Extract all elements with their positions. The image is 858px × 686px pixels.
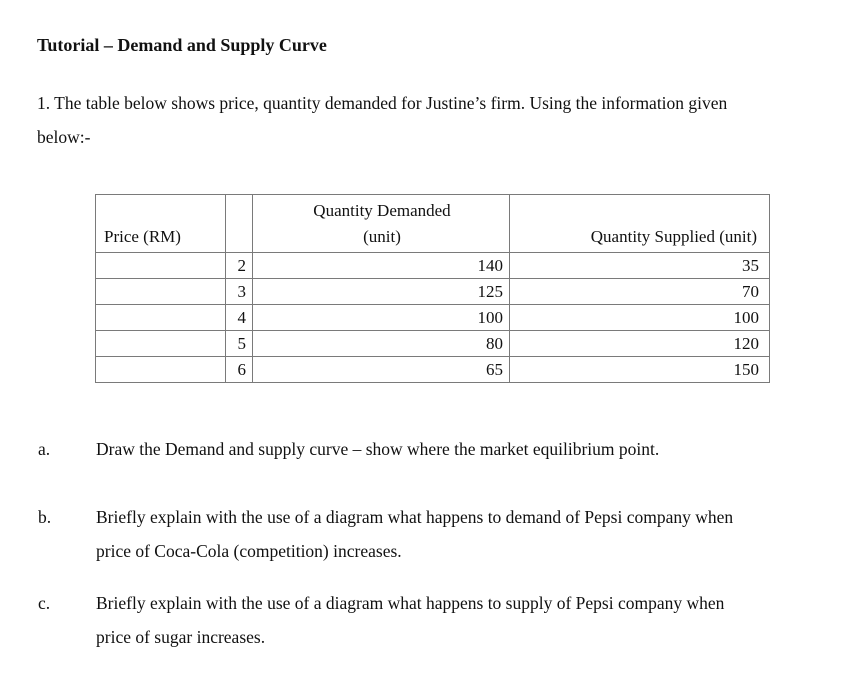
row-spacer bbox=[96, 305, 226, 331]
question-c-line-1: Briefly explain with the use of a diagram what happens to supply of Pepsi company when bbox=[96, 593, 725, 613]
document-title: Tutorial – Demand and Supply Curve bbox=[37, 35, 327, 55]
table-row bbox=[96, 305, 770, 331]
header-price: Price (RM) bbox=[96, 195, 226, 253]
table-row bbox=[96, 331, 770, 357]
table-header-row bbox=[96, 195, 770, 253]
intro-paragraph bbox=[37, 86, 837, 154]
question-b-line-1: Briefly explain with the use of a diagram what happens to demand of Pepsi company when bbox=[96, 507, 734, 527]
demanded-cell: 65 bbox=[253, 357, 510, 383]
header-blank bbox=[226, 195, 253, 253]
question-b-letter: b. bbox=[38, 507, 52, 527]
price-quantity-table bbox=[95, 194, 770, 383]
demanded-cell: 80 bbox=[253, 331, 510, 357]
supplied-cell: 150 bbox=[510, 357, 770, 383]
question-b-text bbox=[96, 500, 836, 568]
row-spacer bbox=[96, 253, 226, 279]
table-row bbox=[96, 357, 770, 383]
header-quantity-supplied: Quantity Supplied (unit) bbox=[510, 195, 770, 253]
question-c-letter: c. bbox=[38, 593, 51, 613]
question-a-letter: a. bbox=[38, 439, 51, 459]
supplied-cell: 35 bbox=[510, 253, 770, 279]
row-spacer bbox=[96, 331, 226, 357]
header-demanded-line-2: (unit) bbox=[363, 226, 401, 246]
demanded-cell: 125 bbox=[253, 279, 510, 305]
price-cell: 3 bbox=[226, 279, 253, 305]
supplied-cell: 100 bbox=[510, 305, 770, 331]
table-row bbox=[96, 253, 770, 279]
header-quantity-demanded bbox=[253, 195, 510, 253]
intro-line-1: 1. The table below shows price, quantity demanded for Justine’s firm. Using the information given bbox=[37, 93, 728, 113]
question-b-line-2: price of Coca-Cola (competition) increases. bbox=[96, 541, 402, 561]
supplied-cell: 70 bbox=[510, 279, 770, 305]
header-demanded-line-1: Quantity Demanded bbox=[313, 200, 451, 220]
row-spacer bbox=[96, 279, 226, 305]
question-a-text bbox=[96, 432, 836, 466]
price-cell: 4 bbox=[226, 305, 253, 331]
question-a-line-1: Draw the Demand and supply curve – show where the market equilibrium point. bbox=[96, 439, 660, 459]
question-c-line-2: price of sugar increases. bbox=[96, 627, 266, 647]
intro-line-2: below:- bbox=[37, 127, 91, 147]
price-cell: 5 bbox=[226, 331, 253, 357]
price-cell: 2 bbox=[226, 253, 253, 279]
demanded-cell: 140 bbox=[253, 253, 510, 279]
table-row bbox=[96, 279, 770, 305]
demanded-cell: 100 bbox=[253, 305, 510, 331]
price-cell: 6 bbox=[226, 357, 253, 383]
row-spacer bbox=[96, 357, 226, 383]
question-c-text bbox=[96, 586, 836, 654]
supplied-cell: 120 bbox=[510, 331, 770, 357]
